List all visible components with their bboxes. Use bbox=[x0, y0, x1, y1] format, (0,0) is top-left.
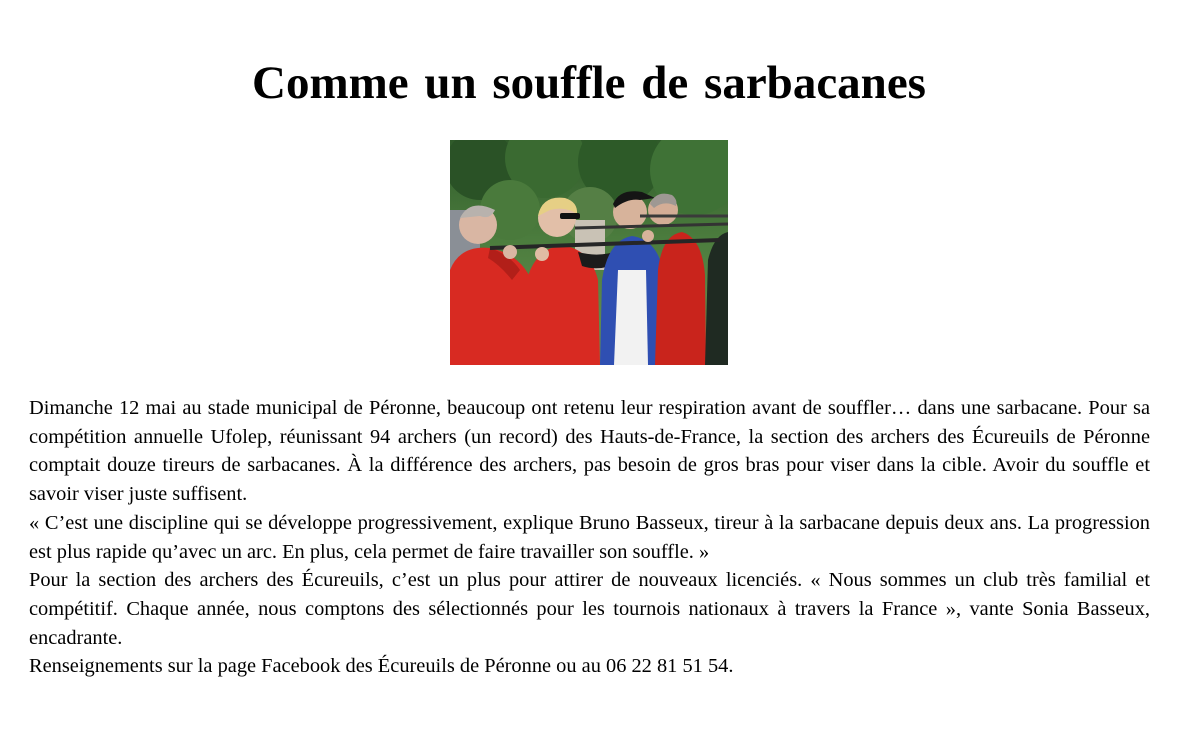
archers-photo bbox=[450, 140, 728, 365]
article-paragraph: Dimanche 12 mai au stade municipal de Péronne, beaucoup ont retenu leur respiration avant de souffler… dans une sarbacane. Pour sa compétition annuelle Ufolep, réunissant 94 archers (un record) des Hauts-de-France, la section des archers des Écureuils de Péronne comptait douze tireurs de sarbacanes. À la différence des archers, pas besoin de gros bras pour viser dans la cible. Avoir du souffle et savoir viser juste suffisent. bbox=[29, 397, 1150, 506]
article-contact: Renseignements sur la page Facebook des Écureuils de Péronne ou au 06 22 81 51 54. bbox=[29, 655, 734, 678]
article-body bbox=[29, 394, 1150, 681]
article-paragraph: « C’est une discipline qui se développe progressivement, explique Bruno Basseux, tireur à la sarbacane depuis deux ans. La progression est plus rapide qu’avec un arc. En plus, cela permet de faire travailler son souffle. » bbox=[29, 511, 1150, 563]
article-title: Comme un souffle de sarbacanes bbox=[252, 57, 926, 109]
article-paragraph: Pour la section des archers des Écureuils, c’est un plus pour attirer de nouveaux licenciés. « Nous sommes un club très familial et compétitif. Chaque année, nous comptons des sélectionnés pour les tournois nationaux à travers la France », vante Sonia Basseux, encadrante. bbox=[29, 569, 1150, 649]
